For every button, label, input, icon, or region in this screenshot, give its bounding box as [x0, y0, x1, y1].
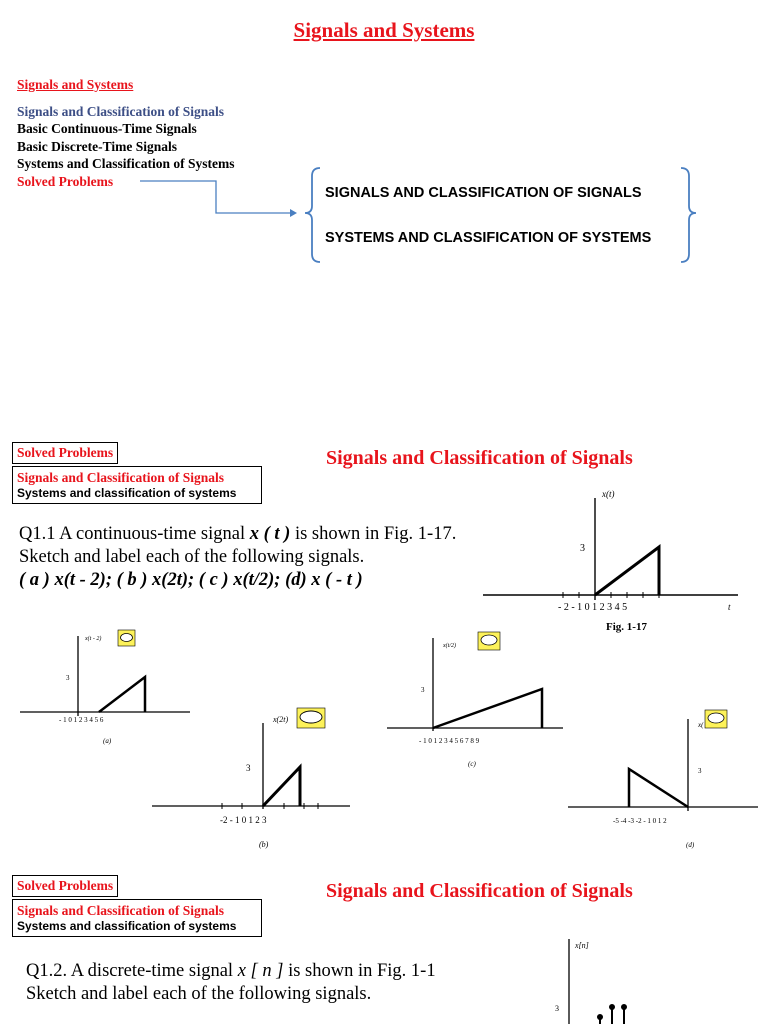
fig-main-yval: 3 [580, 543, 585, 554]
menu-item-continuous-signals[interactable]: Basic Continuous-Time Signals [17, 121, 197, 136]
fig-c-yval: 3 [421, 686, 425, 694]
topic-box-2 [12, 899, 262, 937]
figure-discrete-partial [545, 935, 665, 1024]
menu-item-discrete-signals[interactable]: Basic Discrete-Time Signals [17, 138, 177, 154]
question-2-text-cont: is shown in Fig. 1-1 [283, 961, 436, 981]
menu-item-solved-problems[interactable]: Solved Problems [17, 173, 114, 189]
fig-discrete-ylabel: x[n] [575, 941, 589, 950]
fig-d-ylabel: x( [698, 721, 704, 729]
question-text-cont: is shown in Fig. 1-17. Sketch and label each of the following signals. [19, 524, 457, 567]
bracket-line-systems: SYSTEMS AND CLASSIFICATION OF SYSTEMS [325, 230, 652, 246]
fig-main-ticks: - 2 - 1 0 1 2 3 4 5 [558, 602, 628, 613]
question-symbol: x ( t ) [249, 524, 291, 544]
question-2-text-line2: Sketch and label each of the following signals. [26, 984, 372, 1004]
fig-main-caption: Fig. 1-17 [606, 621, 647, 633]
section-heading: Signals and Classification of Signals [326, 447, 633, 469]
fig-d-caption: (d) [686, 841, 695, 849]
question-text: Q1.1 A continuous-time signal [19, 524, 250, 544]
solved-problems-tag-2: Solved Problems [12, 875, 118, 897]
fig-c-ticks: - 1 0 1 2 3 4 5 6 7 8 9 [419, 737, 480, 745]
fig-b-ylabel: x(2t) [273, 715, 289, 724]
topic-box [12, 466, 262, 504]
question-2-text: Q1.2. A discrete-time signal [26, 961, 238, 981]
fig-b-yval: 3 [246, 763, 251, 773]
figure-c [385, 630, 570, 772]
fig-b-ticks: -2 - 1 0 1 2 3 [220, 815, 267, 825]
fig-b-caption: (b) [259, 840, 269, 849]
fig-d-yval: 3 [698, 767, 702, 775]
figure-1-17 [478, 488, 758, 636]
topic-box-2-signals: Signals and Classification of Signals [17, 903, 225, 918]
question-2-symbol: x [ n ] [237, 961, 284, 981]
menu-item-signals-classification[interactable]: Signals and Classification of Signals [17, 103, 225, 119]
menu-item-signals-and-systems[interactable]: Signals and Systems [17, 77, 134, 92]
fig-a-caption: (a) [103, 737, 112, 745]
fig-a-ylabel: x(t - 2) [85, 636, 102, 642]
figure-b [150, 705, 360, 855]
solved-problems-tag: Solved Problems [12, 442, 118, 464]
question-1-2 [26, 960, 496, 1006]
bracket-line-signals: SIGNALS AND CLASSIFICATION OF SIGNALS [325, 185, 642, 201]
fig-d-ticks: -5 -4 -3 -2 - 1 0 1 2 [613, 817, 667, 825]
fig-c-ylabel: x(t/2) [443, 643, 456, 649]
topic-box-systems: Systems and classification of systems [17, 486, 237, 500]
fig-discrete-yval: 3 [555, 1004, 559, 1013]
fig-a-yval: 3 [66, 674, 70, 682]
question-1-1 [19, 523, 474, 592]
topic-box-signals: Signals and Classification of Signals [17, 470, 225, 485]
fig-a-ticks: - 1 0 1 2 3 4 5 6 [59, 716, 104, 724]
page-title: Signals and Systems [293, 18, 475, 42]
figure-d [566, 705, 766, 855]
question-parts: ( a ) x(t - 2); ( b ) x(2t); ( c ) x(t/2); (d) x ( - t ) [19, 570, 363, 590]
fig-main-ylabel: x(t) [602, 489, 615, 499]
section-heading-2: Signals and Classification of Signals [326, 880, 633, 902]
menu-item-systems-classification[interactable]: Systems and Classification of Systems [17, 156, 235, 171]
fig-c-caption: (c) [468, 760, 476, 768]
topic-box-2-systems: Systems and classification of systems [17, 919, 237, 933]
fig-main-xlabel: t [728, 602, 731, 612]
